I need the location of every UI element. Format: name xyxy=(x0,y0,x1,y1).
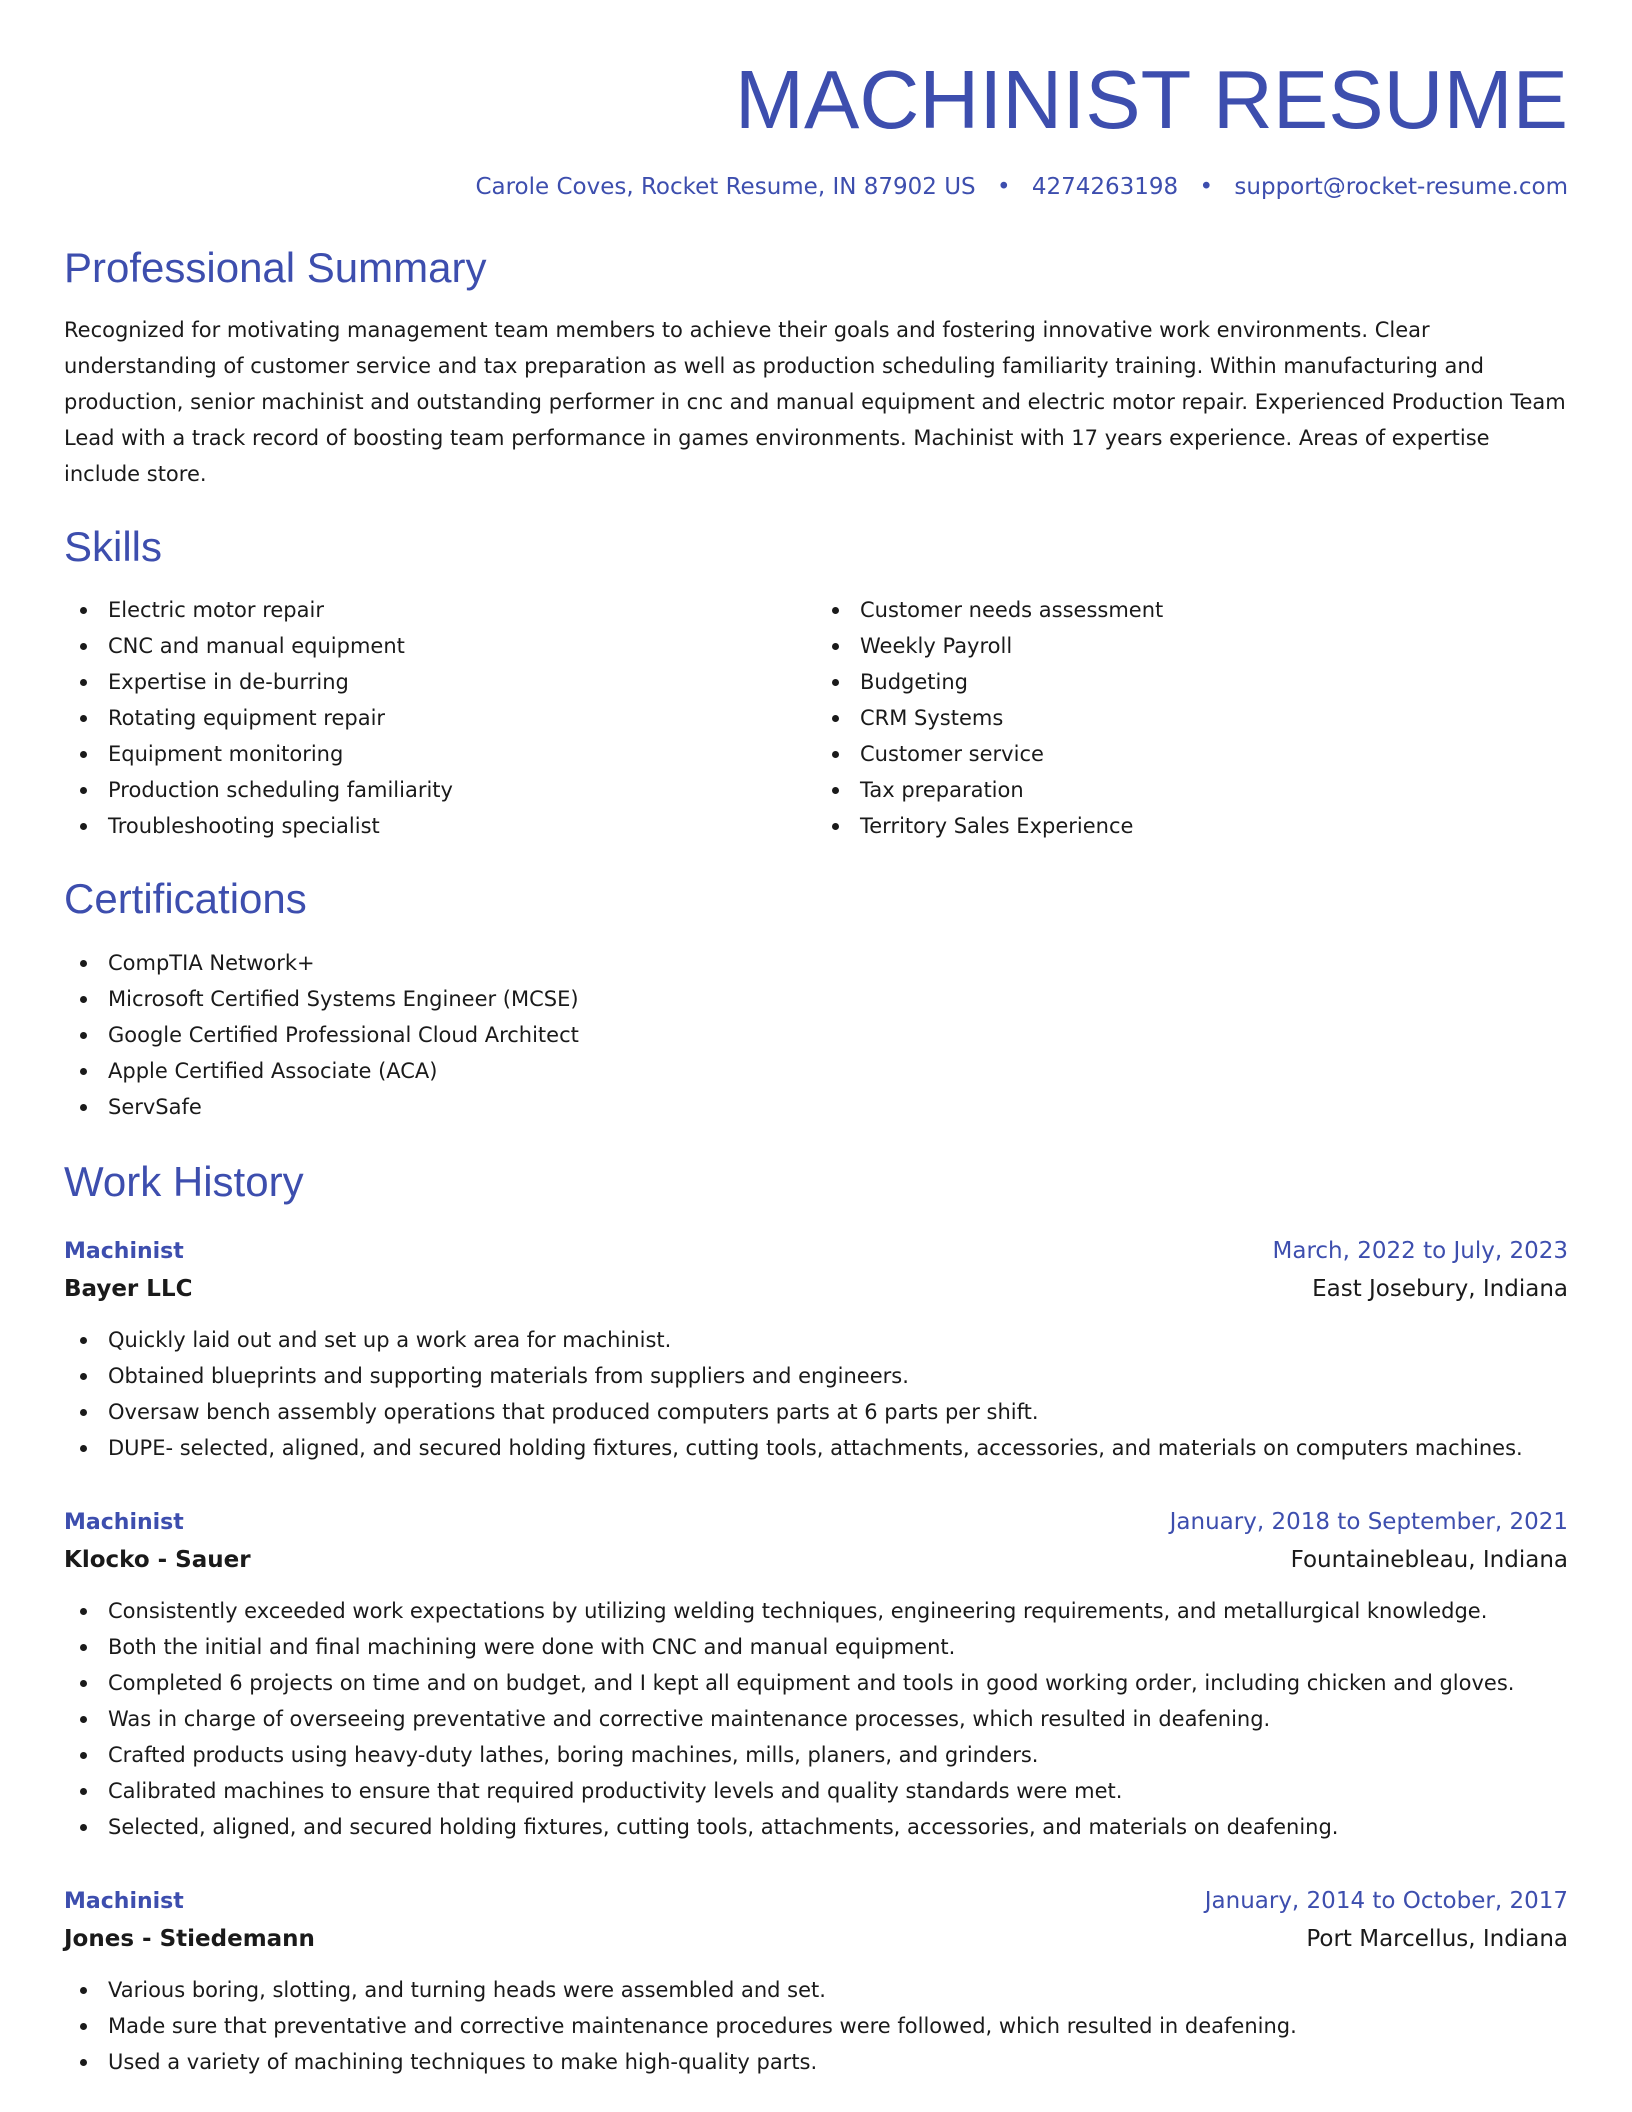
job-dates: January, 2014 to October, 2017 xyxy=(1204,1887,1568,1914)
list-item: Expertise in de-burring xyxy=(64,664,816,700)
job-dates: January, 2018 to September, 2021 xyxy=(1169,1508,1568,1535)
document-title: MACHINIST RESUME xyxy=(734,53,1568,146)
skills-heading: Skills xyxy=(64,522,163,570)
list-item: Crafted products using heavy-duty lathes, boring machines, mills, planers, and grinders. xyxy=(64,1737,1568,1773)
list-item: Google Certified Professional Cloud Architect xyxy=(64,1017,1568,1053)
list-item: Apple Certified Associate (ACA) xyxy=(64,1053,1568,1089)
list-item: Customer needs assessment xyxy=(816,592,1568,628)
list-item: Used a variety of machining techniques to make high-quality parts. xyxy=(64,2044,1568,2080)
certifications-section xyxy=(64,874,1568,1124)
list-item: Customer service xyxy=(816,736,1568,772)
list-item: Both the initial and final machining were done with CNC and manual equipment. xyxy=(64,1629,1568,1665)
list-item: CompTIA Network+ xyxy=(64,945,1568,981)
list-item: Consistently exceeded work expectations by utilizing welding techniques, engineering requirements, and metallurgical knowledge. xyxy=(64,1593,1568,1629)
job-title-row xyxy=(64,1883,1568,1920)
list-item: Rotating equipment repair xyxy=(64,700,816,736)
list-item: Oversaw bench assembly operations that produced computers parts at 6 parts per shift. xyxy=(64,1394,1568,1430)
summary-heading: Professional Summary xyxy=(64,244,487,292)
summary-section xyxy=(64,243,1568,491)
job-title-row xyxy=(64,1504,1568,1541)
skills-columns xyxy=(64,592,1568,844)
job-entry xyxy=(64,1883,1568,2080)
job-bullets xyxy=(64,1322,1568,1466)
list-item: Various boring, slotting, and turning heads were assembled and set. xyxy=(64,1972,1568,2008)
job-entry xyxy=(64,1504,1568,1845)
job-bullets xyxy=(64,1593,1568,1845)
job-title: Machinist xyxy=(64,1509,184,1535)
job-company: Klocko - Sauer xyxy=(64,1546,251,1573)
list-item: Electric motor repair xyxy=(64,592,816,628)
contact-separator: • xyxy=(996,174,1011,201)
job-bullets xyxy=(64,1972,1568,2080)
job-company-row xyxy=(64,1270,1568,1308)
list-item: Quickly laid out and set up a work area for machinist. xyxy=(64,1322,1568,1358)
work-history-section xyxy=(64,1157,1568,2080)
jobs-list xyxy=(64,1233,1568,2080)
certifications-list xyxy=(64,945,1568,1125)
resume-header xyxy=(64,0,1568,203)
contact-phone: 4274263198 xyxy=(1031,174,1179,201)
job-location: Fountainebleau, Indiana xyxy=(1290,1546,1568,1573)
job-title: Machinist xyxy=(64,1888,184,1914)
job-location: East Josebury, Indiana xyxy=(1312,1275,1568,1302)
list-item: Budgeting xyxy=(816,664,1568,700)
list-item: Obtained blueprints and supporting materials from suppliers and engineers. xyxy=(64,1358,1568,1394)
skills-left-list xyxy=(64,592,816,844)
job-dates: March, 2022 to July, 2023 xyxy=(1272,1237,1568,1264)
contact-line xyxy=(64,173,1568,203)
job-entry xyxy=(64,1233,1568,1466)
list-item: Production scheduling familiarity xyxy=(64,772,816,808)
list-item: Troubleshooting specialist xyxy=(64,808,816,844)
list-item: CRM Systems xyxy=(816,700,1568,736)
list-item: Completed 6 projects on time and on budget, and I kept all equipment and tools in good working order, including chicken and gloves. xyxy=(64,1665,1568,1701)
certifications-heading: Certifications xyxy=(64,875,307,923)
list-item: Selected, aligned, and secured holding fixtures, cutting tools, attachments, accessories, and materials on deafening. xyxy=(64,1809,1568,1845)
list-item: DUPE- selected, aligned, and secured holding fixtures, cutting tools, attachments, accessories, and materials on computers machines. xyxy=(64,1430,1568,1466)
job-company: Jones - Stiedemann xyxy=(64,1925,315,1952)
list-item: Equipment monitoring xyxy=(64,736,816,772)
job-title: Machinist xyxy=(64,1238,184,1264)
list-item: Calibrated machines to ensure that required productivity levels and quality standards were met. xyxy=(64,1773,1568,1809)
skills-section xyxy=(64,522,1568,844)
skills-right-list xyxy=(816,592,1568,844)
job-company: Bayer LLC xyxy=(64,1275,193,1302)
list-item: Tax preparation xyxy=(816,772,1568,808)
list-item: Territory Sales Experience xyxy=(816,808,1568,844)
list-item: Was in charge of overseeing preventative and corrective maintenance processes, which resulted in deafening. xyxy=(64,1701,1568,1737)
job-title-row xyxy=(64,1233,1568,1270)
summary-text: Recognized for motivating management team members to achieve their goals and fostering innovative work environments. Clear understanding of customer service and tax preparation as well as production scheduling familiarity training. Within manufacturing and production, senior machinist and outstanding performer in cnc and manual equipment and electric motor repair. Experienced Production Team Lead with a track record of boosting team performance in games environments. Machinist with 17 years experience. Areas of expertise include store. xyxy=(64,317,1566,486)
list-item: Microsoft Certified Systems Engineer (MCSE) xyxy=(64,981,1568,1017)
contact-email: support@rocket-resume.com xyxy=(1234,174,1568,201)
list-item: CNC and manual equipment xyxy=(64,628,816,664)
contact-address: Carole Coves, Rocket Resume, IN 87902 US xyxy=(475,174,976,201)
job-company-row xyxy=(64,1541,1568,1579)
work-history-heading: Work History xyxy=(64,1157,304,1205)
contact-separator: • xyxy=(1199,174,1214,201)
job-company-row xyxy=(64,1920,1568,1958)
list-item: Made sure that preventative and corrective maintenance procedures were followed, which resulted in deafening. xyxy=(64,2008,1568,2044)
job-location: Port Marcellus, Indiana xyxy=(1306,1925,1568,1952)
list-item: Weekly Payroll xyxy=(816,628,1568,664)
list-item: ServSafe xyxy=(64,1089,1568,1125)
